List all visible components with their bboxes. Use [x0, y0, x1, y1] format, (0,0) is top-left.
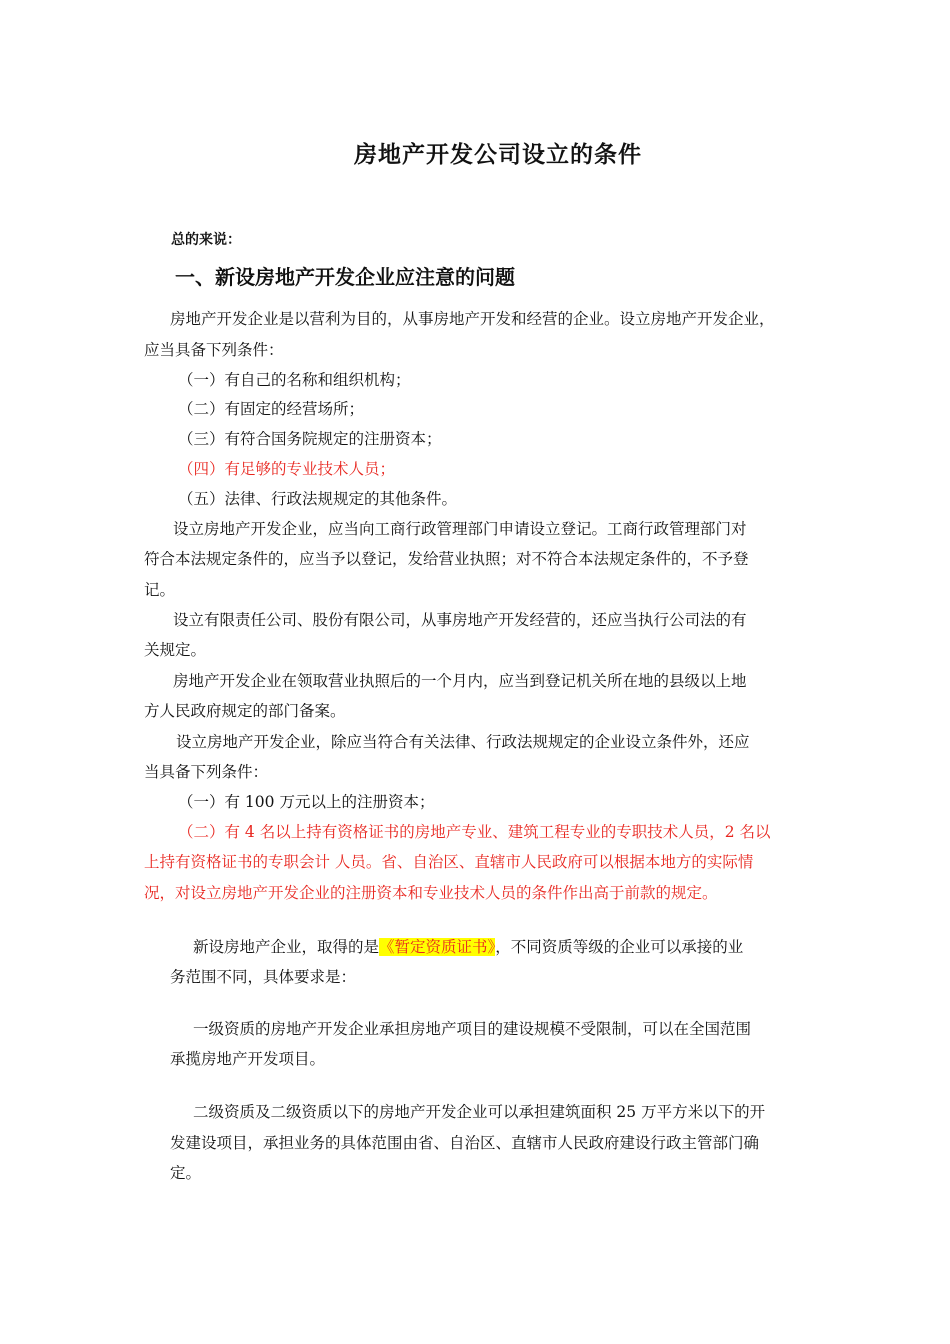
list-item-highlighted: （二）有 4 名以上持有资格证书的房地产专业、建筑工程专业的专职技术人员，2 名以: [178, 823, 771, 841]
paragraph-line: 设立房地产开发企业，应当向工商行政管理部门申请设立登记。工商行政管理部门对: [173, 520, 747, 538]
paragraph-line: 设立房地产开发企业，除应当符合有关法律、行政法规规定的企业设立条件外，还应: [176, 733, 750, 751]
list-item: （一）有 100 万元以上的注册资本；: [178, 793, 435, 811]
paragraph-line: 设立有限责任公司、股份有限公司，从事房地产开发经营的，还应当执行公司法的有: [173, 611, 747, 629]
paragraph-line: 发建设项目，承担业务的具体范围由省、自治区、直辖市人民政府建设行政主管部门确: [170, 1134, 760, 1152]
highlighted-certificate-name: 《暂定资质证书》: [379, 938, 496, 956]
section-heading: 一、新设房地产开发企业应注意的问题: [175, 265, 515, 289]
list-item: （二）有固定的经营场所；: [178, 400, 365, 418]
paragraph-line: 方人民政府规定的部门备案。: [144, 702, 346, 720]
paragraph-line: 记。: [144, 581, 176, 599]
subheading: 总的来说：: [171, 232, 241, 248]
paragraph-line: 一级资质的房地产开发企业承担房地产项目的建设规模不受限制，可以在全国范围: [193, 1020, 752, 1038]
paragraph-line: 符合本法规定条件的，应当予以登记，发给营业执照；对不符合本法规定条件的，不予登: [144, 550, 749, 568]
paragraph-line: 定。: [170, 1164, 202, 1182]
list-item-highlighted: 况，对设立房地产开发企业的注册资本和专业技术人员的条件作出高于前款的规定。: [144, 884, 718, 902]
paragraph-line: 二级资质及二级资质以下的房地产开发企业可以承担建筑面积 25 万平方米以下的开: [193, 1103, 766, 1121]
paragraph-text: 新设房地产企业，取得的是: [193, 938, 380, 956]
list-item-highlighted: 上持有资格证书的专职会计 人员。省、自治区、直辖市人民政府可以根据本地方的实际情: [144, 853, 754, 871]
list-item: （一）有自己的名称和组织机构；: [178, 371, 411, 389]
paragraph-line: 关规定。: [144, 641, 207, 659]
paragraph-line: 务范围不同，具体要求是：: [170, 968, 357, 986]
paragraph-text: ，不同资质等级的企业可以承接的业: [495, 938, 744, 956]
paragraph-line: 当具备下列条件：: [144, 763, 269, 781]
list-item: （三）有符合国务院规定的注册资本；: [178, 430, 442, 448]
paragraph-line: 应当具备下列条件：: [144, 341, 284, 359]
list-item: （五）法律、行政法规规定的其他条件。: [178, 490, 458, 508]
paragraph-line: [193, 937, 743, 957]
list-item-highlighted: （四）有足够的专业技术人员；: [178, 460, 396, 478]
document-title: 房地产开发公司设立的条件: [354, 142, 642, 168]
paragraph-line: 房地产开发企业是以营利为目的，从事房地产开发和经营的企业。设立房地产开发企业，: [170, 310, 775, 328]
paragraph-line: 承揽房地产开发项目。: [170, 1050, 326, 1068]
paragraph-line: 房地产开发企业在领取营业执照后的一个月内，应当到登记机关所在地的县级以上地: [173, 672, 747, 690]
